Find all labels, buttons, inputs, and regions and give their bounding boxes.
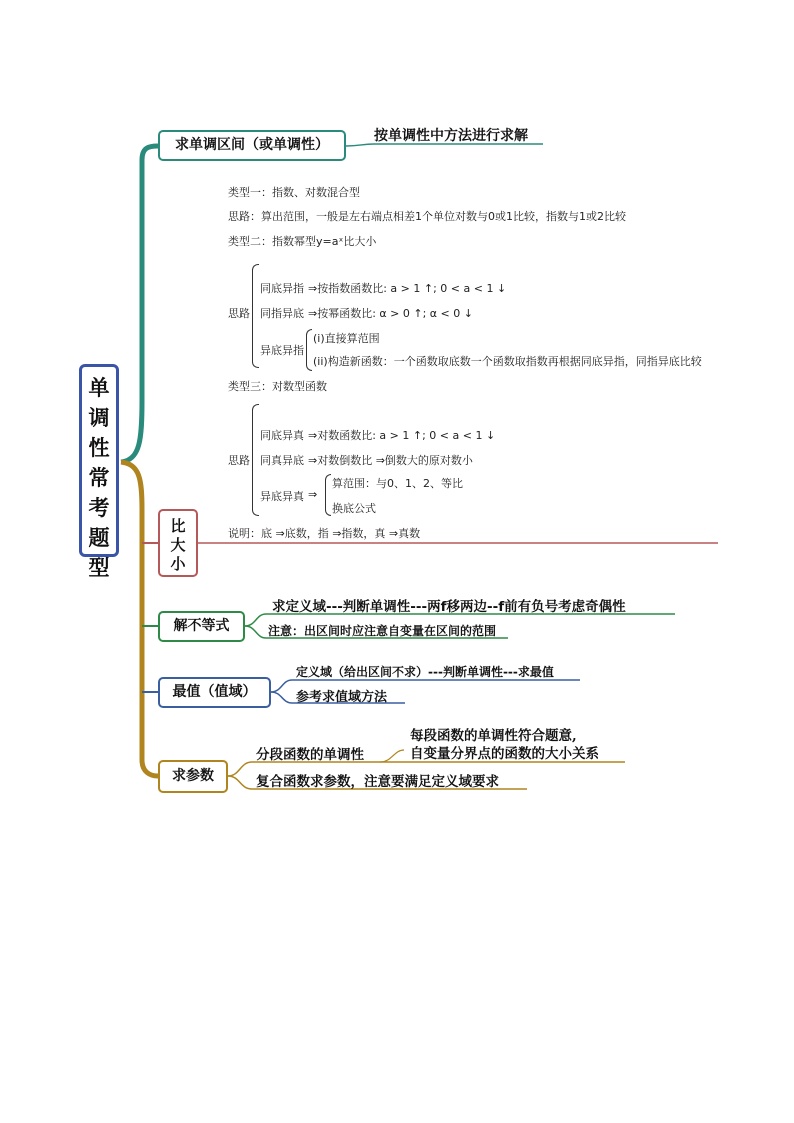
type2-idea-label: 思路 (228, 307, 250, 320)
branch-node-compare[interactable] (158, 509, 198, 577)
branch-node-parameter[interactable]: 求参数 (158, 760, 228, 793)
type3-title: 类型三：对数型函数 (228, 380, 327, 393)
branch1-leaf: 按单调性中方法进行求解 (374, 128, 528, 144)
type3-row-text: ⇒ (308, 488, 318, 501)
root-char: 题 (88, 525, 110, 550)
type2-sub: (ii)构造新函数：一个函数取底数一个函数取指数再根据同底异指，同指异底比较 (313, 355, 702, 368)
branch2-char: 比 (170, 517, 186, 535)
root-char: 常 (88, 465, 110, 490)
branch3-leaf2: 注意：出区间时应注意自变量在区间的范围 (268, 624, 497, 638)
type2-row-text: ⇒按幂函数比: α > 0 ↑; α < 0 ↓ (308, 307, 473, 320)
type1-title: 类型一：指数、对数混合型 (228, 186, 360, 199)
root-char: 调 (88, 405, 110, 430)
type1-idea: 思路：算出范围，一般是左右端点相差1个单位对数与0或1比较，指数与1或2比较 (228, 210, 626, 223)
type3-row-name: 同底异真 (260, 429, 304, 442)
connector-trunk-gold (121, 462, 158, 776)
branch5-sub1-leaf-line2: 自变量分界点的函数的大小关系 (410, 746, 599, 762)
branch-node-inequality[interactable]: 解不等式 (158, 611, 245, 642)
type2-row-name: 异底异指 (260, 344, 304, 357)
type2-row-name: 同底异指 (260, 282, 304, 295)
branch5-sub1-leaf-line1: 每段函数的单调性符合题意, (410, 728, 577, 744)
type2-row-text: ⇒按指数函数比: a > 1 ↑; 0 < a < 1 ↓ (308, 282, 507, 295)
branch-node-extremum[interactable]: 最值（值域） (158, 677, 271, 708)
type3-brace (252, 404, 259, 516)
type3-row-text: ⇒对数函数比: a > 1 ↑; 0 < a < 1 ↓ (308, 429, 496, 442)
connector-branch5-sub1-leaf (380, 750, 404, 762)
branch3-leaf1: 求定义域---判断单调性---两f移两边--f前有负号考虑奇偶性 (272, 599, 626, 615)
branch5-sub2: 复合函数求参数，注意要满足定义域要求 (256, 774, 499, 790)
root-char: 性 (88, 435, 110, 460)
root-char: 单 (88, 375, 110, 400)
branch2-char: 大 (170, 536, 186, 554)
connector-branch1 (121, 146, 158, 462)
root-node[interactable] (79, 364, 119, 580)
branch2-char: 小 (170, 555, 186, 573)
type2-sub-brace (306, 329, 312, 371)
type3-idea-label: 思路 (228, 454, 250, 467)
root-char: 型 (88, 555, 110, 580)
type2-title: 类型二：指数幂型y=aˣ比大小 (228, 235, 377, 248)
type3-row-name: 异底异真 (260, 490, 304, 503)
type2-row-name: 同指异底 (260, 307, 304, 320)
type3-sub-brace (325, 474, 331, 516)
branch4-leaf2: 参考求值域方法 (296, 690, 388, 705)
type3-row-text: ⇒对数倒数比 ⇒倒数大的原对数小 (308, 454, 473, 467)
type2-sub: (i)直接算范围 (313, 332, 380, 345)
branch5-sub1: 分段函数的单调性 (256, 747, 364, 763)
branch-node-monotonic-interval[interactable]: 求单调区间（或单调性） (158, 130, 346, 161)
type3-sub: 算范围：与0、1、2、等比 (332, 477, 463, 490)
type3-sub: 换底公式 (332, 502, 376, 515)
root-char: 考 (88, 495, 110, 520)
type2-brace (252, 264, 259, 368)
type3-row-name: 同真异底 (260, 454, 304, 467)
branch4-leaf1: 定义域（给出区间不求）---判断单调性---求最值 (296, 665, 554, 679)
compare-note: 说明：底 ⇒底数，指 ⇒指数，真 ⇒真数 (228, 527, 421, 540)
